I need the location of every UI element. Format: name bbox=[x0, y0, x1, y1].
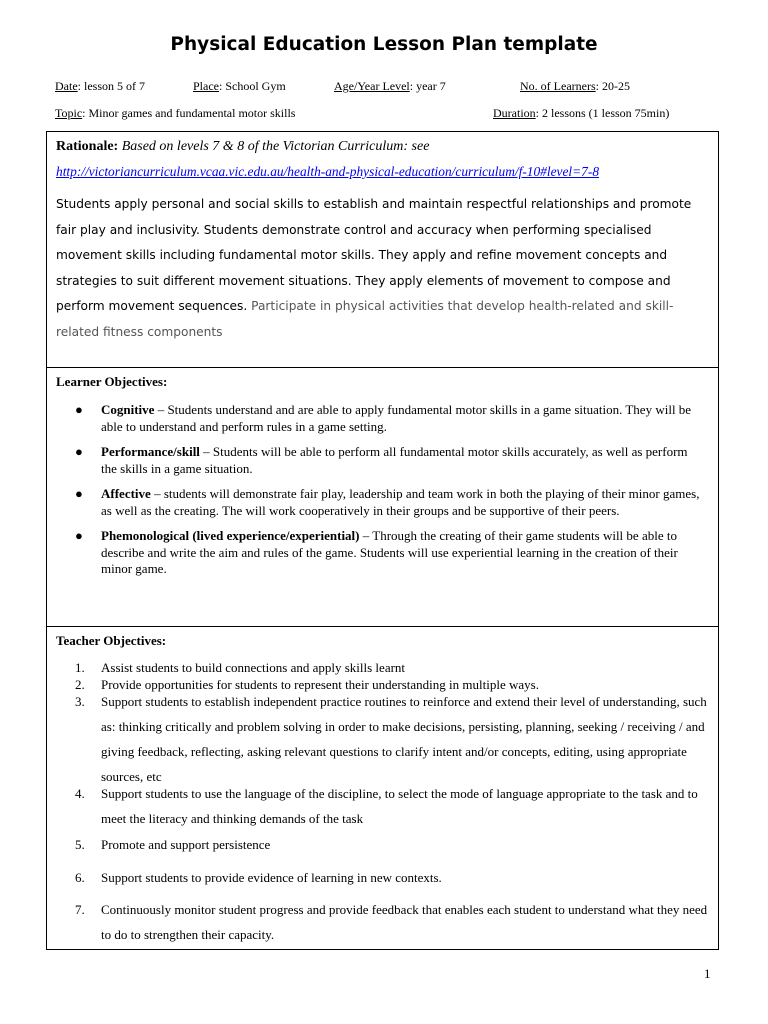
item-number: 1. bbox=[75, 660, 85, 675]
item-text: Support students to use the language of the discipline, to select the mode of language appropriate to the task and to meet the literacy and thinking demands of the task bbox=[101, 786, 698, 826]
bullet-icon: ● bbox=[75, 444, 83, 459]
bullet-icon: ● bbox=[75, 528, 83, 543]
rationale-label: Rationale: bbox=[56, 139, 119, 154]
place-field bbox=[193, 79, 286, 94]
rationale-section bbox=[46, 131, 719, 368]
objective-term: Phemonological (lived experience/experiential) bbox=[101, 528, 360, 543]
item-text: Support students to provide evidence of learning in new contexts. bbox=[101, 870, 442, 885]
item-text: Continuously monitor student progress and provide feedback that enables each student to understand what they need to do to strengthen their capacity. bbox=[101, 902, 708, 942]
learner-objectives-section bbox=[46, 367, 719, 627]
page-number: 1 bbox=[704, 966, 711, 981]
page-title: Physical Education Lesson Plan template bbox=[170, 34, 598, 55]
item-number: 2. bbox=[75, 677, 85, 692]
item-text: Promote and support persistence bbox=[101, 837, 271, 852]
topic-field bbox=[55, 106, 295, 121]
learners-label: No. of Learners bbox=[520, 79, 596, 93]
rationale-body bbox=[56, 192, 706, 345]
topic-label: Topic bbox=[55, 106, 83, 120]
learner-objectives-heading: Learner Objectives: bbox=[56, 374, 168, 389]
item-number: 7. bbox=[75, 902, 85, 917]
list-item bbox=[75, 528, 705, 578]
learners-field bbox=[520, 79, 630, 94]
rationale-body-text: Students apply personal and social skills to establish and maintain respectful relationships and promote fair play and inclusivity. Students demonstrate control and accuracy when performing specialised movement skills including fundamental motor skills. They apply and refine movement concepts and strategies to suit different movement situations. They apply elements of movement to compose and perform movement sequences. bbox=[56, 197, 692, 313]
teacher-objectives-heading: Teacher Objectives: bbox=[56, 633, 167, 648]
item-number: 5. bbox=[75, 837, 85, 852]
age-value: : year 7 bbox=[409, 79, 446, 93]
objective-text: – Students understand and are able to apply fundamental motor skills in a game situation. They will be able to understand and perform rules in a game setting. bbox=[101, 402, 692, 434]
item-text: Support students to establish independent practice routines to reinforce and extend their level of understanding, such as: thinking critically and problem solving in order to make decisions, persisting, planning, seeking / receiving / and giving feedback, reflecting, asking relevant questions to clarify intent and/or concepts, editing, using appropriate sources, etc bbox=[101, 694, 707, 784]
duration-value: : 2 lessons (1 lesson 75min) bbox=[535, 106, 670, 120]
rationale-heading bbox=[56, 139, 429, 155]
objective-text: – students will demonstrate fair play, leadership and team work in both the playing of their minor games, as well as the creating. The will work cooperatively in their groups and be supportive of their peers. bbox=[101, 486, 700, 518]
curriculum-link[interactable]: http://victoriancurriculum.vcaa.vic.edu.au/health-and-physical-education/curriculum/f-10#level=7-8 bbox=[56, 164, 600, 179]
rationale-intro: Based on levels 7 & 8 of the Victorian Curriculum: see bbox=[121, 139, 430, 154]
duration-label: Duration bbox=[493, 106, 536, 120]
list-item bbox=[75, 486, 705, 519]
objective-text: – Students will be able to perform all fundamental motor skills accurately, as well as perform the skills in a game situation. bbox=[101, 444, 688, 476]
objective-text: – Through the creating of their game students will be able to describe and write the aim and rules of the game. Students will use experiential learning in the creation of their minor game. bbox=[101, 528, 678, 576]
place-label: Place bbox=[193, 79, 219, 93]
learner-objectives-list bbox=[75, 402, 705, 587]
date-label: Date bbox=[55, 79, 78, 93]
list-item bbox=[75, 444, 705, 477]
objective-term: Affective bbox=[101, 486, 151, 501]
place-value: : School Gym bbox=[219, 79, 286, 93]
objective-term: Cognitive bbox=[101, 402, 155, 417]
item-text: Provide opportunities for students to represent their understanding in multiple ways. bbox=[101, 677, 539, 692]
item-number: 6. bbox=[75, 870, 85, 885]
item-number: 4. bbox=[75, 786, 85, 801]
rationale-body-grey: Participate in physical activities that develop health-related and skill-related fitness components bbox=[56, 299, 674, 339]
topic-value: : Minor games and fundamental motor skills bbox=[82, 106, 296, 120]
duration-field bbox=[493, 106, 669, 121]
item-text: Assist students to build connections and apply skills learnt bbox=[101, 660, 406, 675]
learners-value: : 20-25 bbox=[595, 79, 630, 93]
item-number: 3. bbox=[75, 694, 85, 709]
bullet-icon: ● bbox=[75, 486, 83, 501]
date-field bbox=[55, 79, 145, 94]
age-label: Age/Year Level bbox=[334, 79, 410, 93]
age-field bbox=[334, 79, 446, 94]
bullet-icon: ● bbox=[75, 402, 83, 417]
teacher-objectives-section bbox=[46, 626, 719, 950]
objective-term: Performance/skill bbox=[101, 444, 200, 459]
list-item bbox=[75, 402, 705, 435]
date-value: : lesson 5 of 7 bbox=[77, 79, 145, 93]
